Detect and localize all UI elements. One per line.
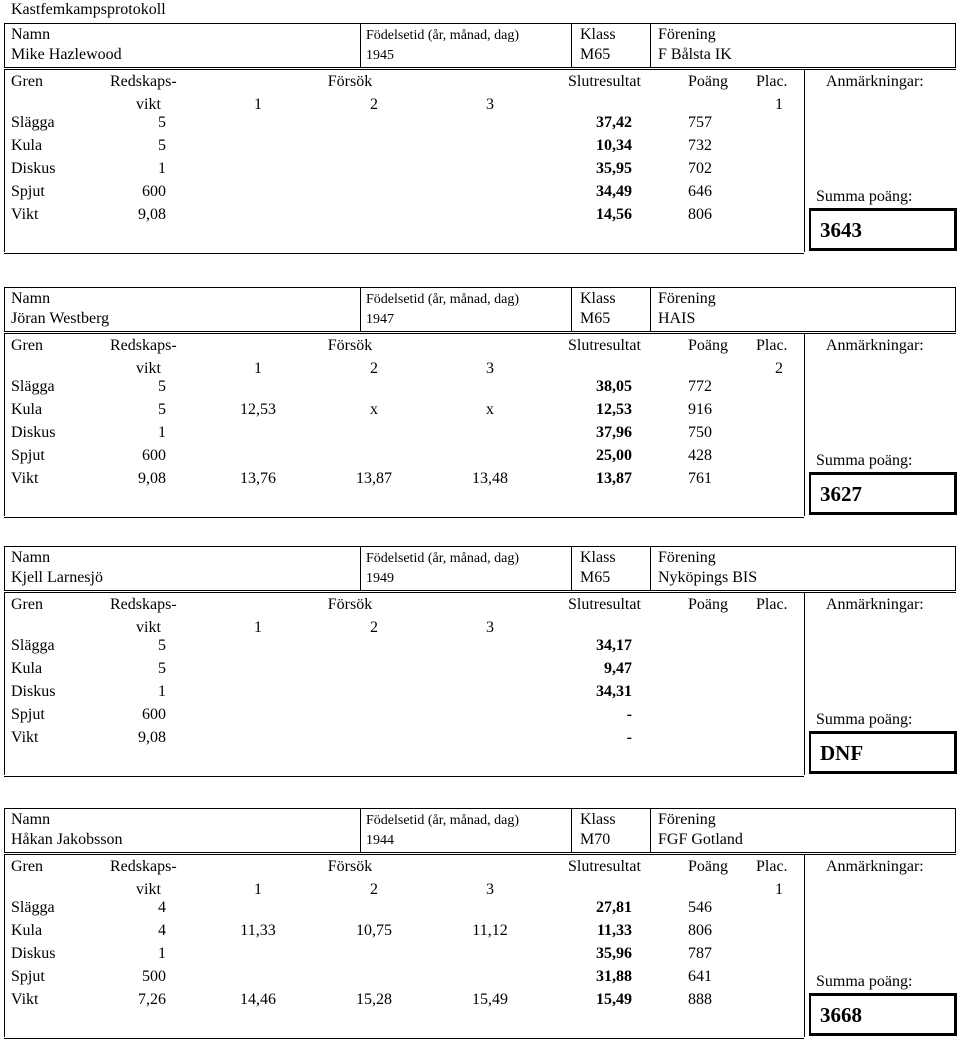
- event-name: Vikt: [11, 991, 39, 1008]
- label-namn: Namn: [11, 26, 51, 43]
- athlete-name: Håkan Jakobsson: [11, 831, 123, 848]
- event-points: 888: [688, 991, 712, 1008]
- athlete-birth-year: 1947: [366, 312, 394, 327]
- event-name: Slägga: [11, 637, 55, 654]
- implement-weight: 4: [158, 922, 166, 939]
- label-redskaps: Redskaps-: [110, 337, 177, 354]
- total-points-box: [809, 208, 957, 251]
- event-points: 757: [688, 114, 712, 131]
- grid-line: [4, 69, 956, 70]
- grid-line: [4, 592, 5, 775]
- label-vikt: vikt: [136, 96, 161, 113]
- label-forsok-2: 2: [370, 881, 378, 898]
- grid-line: [4, 852, 956, 853]
- event-points: 916: [688, 401, 712, 418]
- label-anmarkningar: Anmärkningar:: [826, 596, 924, 613]
- event-name: Kula: [11, 660, 43, 677]
- attempt-2: x: [370, 401, 378, 418]
- total-points: 3627: [820, 482, 862, 506]
- label-forsok: Försök: [327, 73, 373, 90]
- event-name: Vikt: [11, 206, 39, 223]
- label-forsok-2: 2: [370, 619, 378, 636]
- label-forening: Förening: [658, 549, 716, 566]
- label-forening: Förening: [658, 290, 716, 307]
- athlete-block: [0, 546, 960, 784]
- label-forsok-1: 1: [254, 360, 262, 377]
- implement-weight: 5: [158, 137, 166, 154]
- label-namn: Namn: [11, 549, 51, 566]
- label-birthdate: Födelsetid (år, månad, dag): [366, 813, 520, 828]
- athlete-name: Jöran Westberg: [11, 310, 110, 327]
- grid-line: [955, 287, 956, 331]
- event-points: 761: [688, 470, 712, 487]
- grid-line: [955, 808, 956, 852]
- label-forsok-3: 3: [486, 360, 494, 377]
- label-vikt: vikt: [136, 881, 161, 898]
- grid-line: [360, 287, 361, 331]
- implement-weight: 600: [142, 447, 166, 464]
- grid-line: [4, 776, 804, 777]
- event-name: Kula: [11, 401, 43, 418]
- grid-line: [360, 808, 361, 852]
- grid-line: [4, 67, 956, 68]
- label-forsok: Försök: [327, 337, 373, 354]
- final-result: 14,56: [596, 206, 632, 223]
- label-forsok-1: 1: [254, 96, 262, 113]
- label-klass: Klass: [580, 290, 616, 307]
- grid-line: [4, 1038, 804, 1039]
- total-points: 3668: [820, 1003, 862, 1027]
- label-summa-poang: Summa poäng:: [816, 711, 913, 728]
- event-name: Spjut: [11, 706, 45, 723]
- grid-line: [804, 333, 805, 516]
- athlete-club: FGF Gotland: [658, 831, 743, 848]
- label-birthdate: Födelsetid (år, månad, dag): [366, 28, 520, 43]
- final-result: 34,49: [596, 183, 632, 200]
- page-title: Kastfemkampsprotokoll: [11, 1, 166, 18]
- label-vikt: vikt: [136, 360, 161, 377]
- implement-weight: 500: [142, 968, 166, 985]
- final-result: 37,42: [596, 114, 632, 131]
- athlete-birth-year: 1949: [366, 571, 394, 586]
- event-name: Spjut: [11, 183, 45, 200]
- attempt-3: 15,49: [472, 991, 508, 1008]
- label-forsok-3: 3: [486, 619, 494, 636]
- final-result: 35,95: [596, 160, 632, 177]
- grid-line: [4, 854, 956, 855]
- event-name: Slägga: [11, 378, 55, 395]
- implement-weight: 9,08: [138, 206, 166, 223]
- athlete-placement: 1: [775, 96, 783, 113]
- grid-line: [650, 287, 651, 331]
- grid-line: [4, 517, 804, 518]
- attempt-2: 13,87: [356, 470, 392, 487]
- grid-line: [955, 546, 956, 590]
- event-points: 772: [688, 378, 712, 395]
- total-points: DNF: [820, 741, 864, 765]
- event-points: 546: [688, 899, 712, 916]
- label-poang: Poäng: [688, 73, 728, 90]
- label-anmarkningar: Anmärkningar:: [826, 858, 924, 875]
- label-birthdate: Födelsetid (år, månad, dag): [366, 551, 520, 566]
- label-anmarkningar: Anmärkningar:: [826, 337, 924, 354]
- label-poang: Poäng: [688, 596, 728, 613]
- attempt-1: 11,33: [240, 922, 276, 939]
- event-points: 641: [688, 968, 712, 985]
- label-namn: Namn: [11, 290, 51, 307]
- event-points: 646: [688, 183, 712, 200]
- label-gren: Gren: [11, 73, 43, 90]
- grid-line: [571, 287, 572, 331]
- attempt-2: 15,28: [356, 991, 392, 1008]
- athlete-class: M65: [580, 46, 611, 63]
- label-slutresultat: Slutresultat: [568, 858, 641, 875]
- implement-weight: 600: [142, 706, 166, 723]
- final-result: -: [626, 706, 632, 723]
- label-slutresultat: Slutresultat: [568, 337, 641, 354]
- label-anmarkningar: Anmärkningar:: [826, 73, 924, 90]
- event-name: Slägga: [11, 114, 55, 131]
- implement-weight: 5: [158, 660, 166, 677]
- athlete-birth-year: 1944: [366, 833, 394, 848]
- label-klass: Klass: [580, 549, 616, 566]
- athlete-birth-year: 1945: [366, 48, 394, 63]
- label-forening: Förening: [658, 811, 716, 828]
- attempt-3: x: [486, 401, 494, 418]
- label-redskaps: Redskaps-: [110, 73, 177, 90]
- total-points: 3643: [820, 218, 862, 242]
- label-forsok-1: 1: [254, 619, 262, 636]
- event-points: 702: [688, 160, 712, 177]
- implement-weight: 5: [158, 378, 166, 395]
- event-points: 732: [688, 137, 712, 154]
- label-forsok-3: 3: [486, 96, 494, 113]
- event-name: Kula: [11, 922, 43, 939]
- grid-line: [4, 592, 956, 593]
- label-gren: Gren: [11, 337, 43, 354]
- final-result: 25,00: [596, 447, 632, 464]
- final-result: 10,34: [596, 137, 632, 154]
- grid-line: [4, 808, 956, 809]
- label-slutresultat: Slutresultat: [568, 73, 641, 90]
- final-result: -: [626, 729, 632, 746]
- label-forsok: Försök: [327, 596, 373, 613]
- label-poang: Poäng: [688, 337, 728, 354]
- attempt-2: 10,75: [356, 922, 392, 939]
- total-points-box: [809, 993, 957, 1036]
- grid-line: [4, 546, 956, 547]
- event-name: Vikt: [11, 729, 39, 746]
- label-namn: Namn: [11, 811, 51, 828]
- label-plac: Plac.: [756, 596, 788, 613]
- grid-line: [955, 23, 956, 67]
- label-slutresultat: Slutresultat: [568, 596, 641, 613]
- event-name: Diskus: [11, 424, 56, 441]
- label-klass: Klass: [580, 811, 616, 828]
- implement-weight: 1: [158, 160, 166, 177]
- label-redskaps: Redskaps-: [110, 858, 177, 875]
- label-forening: Förening: [658, 26, 716, 43]
- final-result: 38,05: [596, 378, 632, 395]
- final-result: 37,96: [596, 424, 632, 441]
- athlete-block: [0, 23, 960, 261]
- grid-line: [360, 546, 361, 590]
- event-name: Kula: [11, 137, 43, 154]
- final-result: 27,81: [596, 899, 632, 916]
- event-points: 806: [688, 922, 712, 939]
- grid-line: [650, 546, 651, 590]
- event-name: Vikt: [11, 470, 39, 487]
- event-name: Diskus: [11, 945, 56, 962]
- final-result: 15,49: [596, 991, 632, 1008]
- grid-line: [571, 23, 572, 67]
- event-points: 806: [688, 206, 712, 223]
- final-result: 31,88: [596, 968, 632, 985]
- athlete-club: Nyköpings BIS: [658, 569, 758, 586]
- athlete-name: Kjell Larnesjö: [11, 569, 103, 586]
- grid-line: [4, 331, 956, 332]
- final-result: 11,33: [596, 922, 632, 939]
- label-klass: Klass: [580, 26, 616, 43]
- athlete-class: M65: [580, 310, 611, 327]
- implement-weight: 5: [158, 637, 166, 654]
- final-result: 12,53: [596, 401, 632, 418]
- total-points-box: [809, 731, 957, 774]
- athlete-block: [0, 287, 960, 525]
- implement-weight: 5: [158, 114, 166, 131]
- label-poang: Poäng: [688, 858, 728, 875]
- label-plac: Plac.: [756, 858, 788, 875]
- label-summa-poang: Summa poäng:: [816, 188, 913, 205]
- implement-weight: 600: [142, 183, 166, 200]
- event-points: 787: [688, 945, 712, 962]
- implement-weight: 1: [158, 945, 166, 962]
- grid-line: [804, 854, 805, 1037]
- final-result: 35,96: [596, 945, 632, 962]
- athlete-placement: 1: [775, 881, 783, 898]
- attempt-1: 13,76: [240, 470, 276, 487]
- label-summa-poang: Summa poäng:: [816, 452, 913, 469]
- grid-line: [804, 592, 805, 775]
- grid-line: [4, 808, 5, 852]
- grid-line: [4, 546, 5, 590]
- grid-line: [4, 333, 5, 516]
- attempt-3: 13,48: [472, 470, 508, 487]
- implement-weight: 4: [158, 899, 166, 916]
- grid-line: [4, 590, 956, 591]
- athlete-club: HAIS: [658, 310, 696, 327]
- grid-line: [650, 23, 651, 67]
- label-gren: Gren: [11, 596, 43, 613]
- label-gren: Gren: [11, 858, 43, 875]
- athlete-club: F Bålsta IK: [658, 46, 732, 63]
- label-forsok-3: 3: [486, 881, 494, 898]
- event-name: Diskus: [11, 160, 56, 177]
- final-result: 9,47: [604, 660, 632, 677]
- final-result: 13,87: [596, 470, 632, 487]
- attempt-1: 14,46: [240, 991, 276, 1008]
- implement-weight: 7,26: [138, 991, 166, 1008]
- grid-line: [804, 69, 805, 252]
- implement-weight: 1: [158, 683, 166, 700]
- athlete-class: M65: [580, 569, 611, 586]
- attempt-1: 12,53: [240, 401, 276, 418]
- event-name: Spjut: [11, 968, 45, 985]
- label-plac: Plac.: [756, 337, 788, 354]
- implement-weight: 9,08: [138, 729, 166, 746]
- event-points: 428: [688, 447, 712, 464]
- athlete-name: Mike Hazlewood: [11, 46, 122, 63]
- grid-line: [4, 854, 5, 1037]
- total-points-box: [809, 472, 957, 515]
- grid-line: [4, 23, 956, 24]
- final-result: 34,31: [596, 683, 632, 700]
- grid-line: [360, 23, 361, 67]
- grid-line: [571, 546, 572, 590]
- grid-line: [4, 333, 956, 334]
- attempt-3: 11,12: [472, 922, 508, 939]
- athlete-class: M70: [580, 831, 611, 848]
- grid-line: [4, 69, 5, 252]
- grid-line: [4, 287, 956, 288]
- label-forsok-2: 2: [370, 360, 378, 377]
- label-redskaps: Redskaps-: [110, 596, 177, 613]
- label-forsok-1: 1: [254, 881, 262, 898]
- event-name: Slägga: [11, 899, 55, 916]
- label-forsok-2: 2: [370, 96, 378, 113]
- grid-line: [650, 808, 651, 852]
- implement-weight: 1: [158, 424, 166, 441]
- athlete-placement: 2: [775, 360, 783, 377]
- grid-line: [4, 253, 804, 254]
- athlete-block: [0, 808, 960, 1046]
- event-name: Spjut: [11, 447, 45, 464]
- final-result: 34,17: [596, 637, 632, 654]
- implement-weight: 5: [158, 401, 166, 418]
- grid-line: [4, 287, 5, 331]
- event-points: 750: [688, 424, 712, 441]
- label-forsok: Försök: [327, 858, 373, 875]
- grid-line: [4, 23, 5, 67]
- label-vikt: vikt: [136, 619, 161, 636]
- implement-weight: 9,08: [138, 470, 166, 487]
- label-plac: Plac.: [756, 73, 788, 90]
- grid-line: [571, 808, 572, 852]
- label-birthdate: Födelsetid (år, månad, dag): [366, 292, 520, 307]
- event-name: Diskus: [11, 683, 56, 700]
- label-summa-poang: Summa poäng:: [816, 973, 913, 990]
